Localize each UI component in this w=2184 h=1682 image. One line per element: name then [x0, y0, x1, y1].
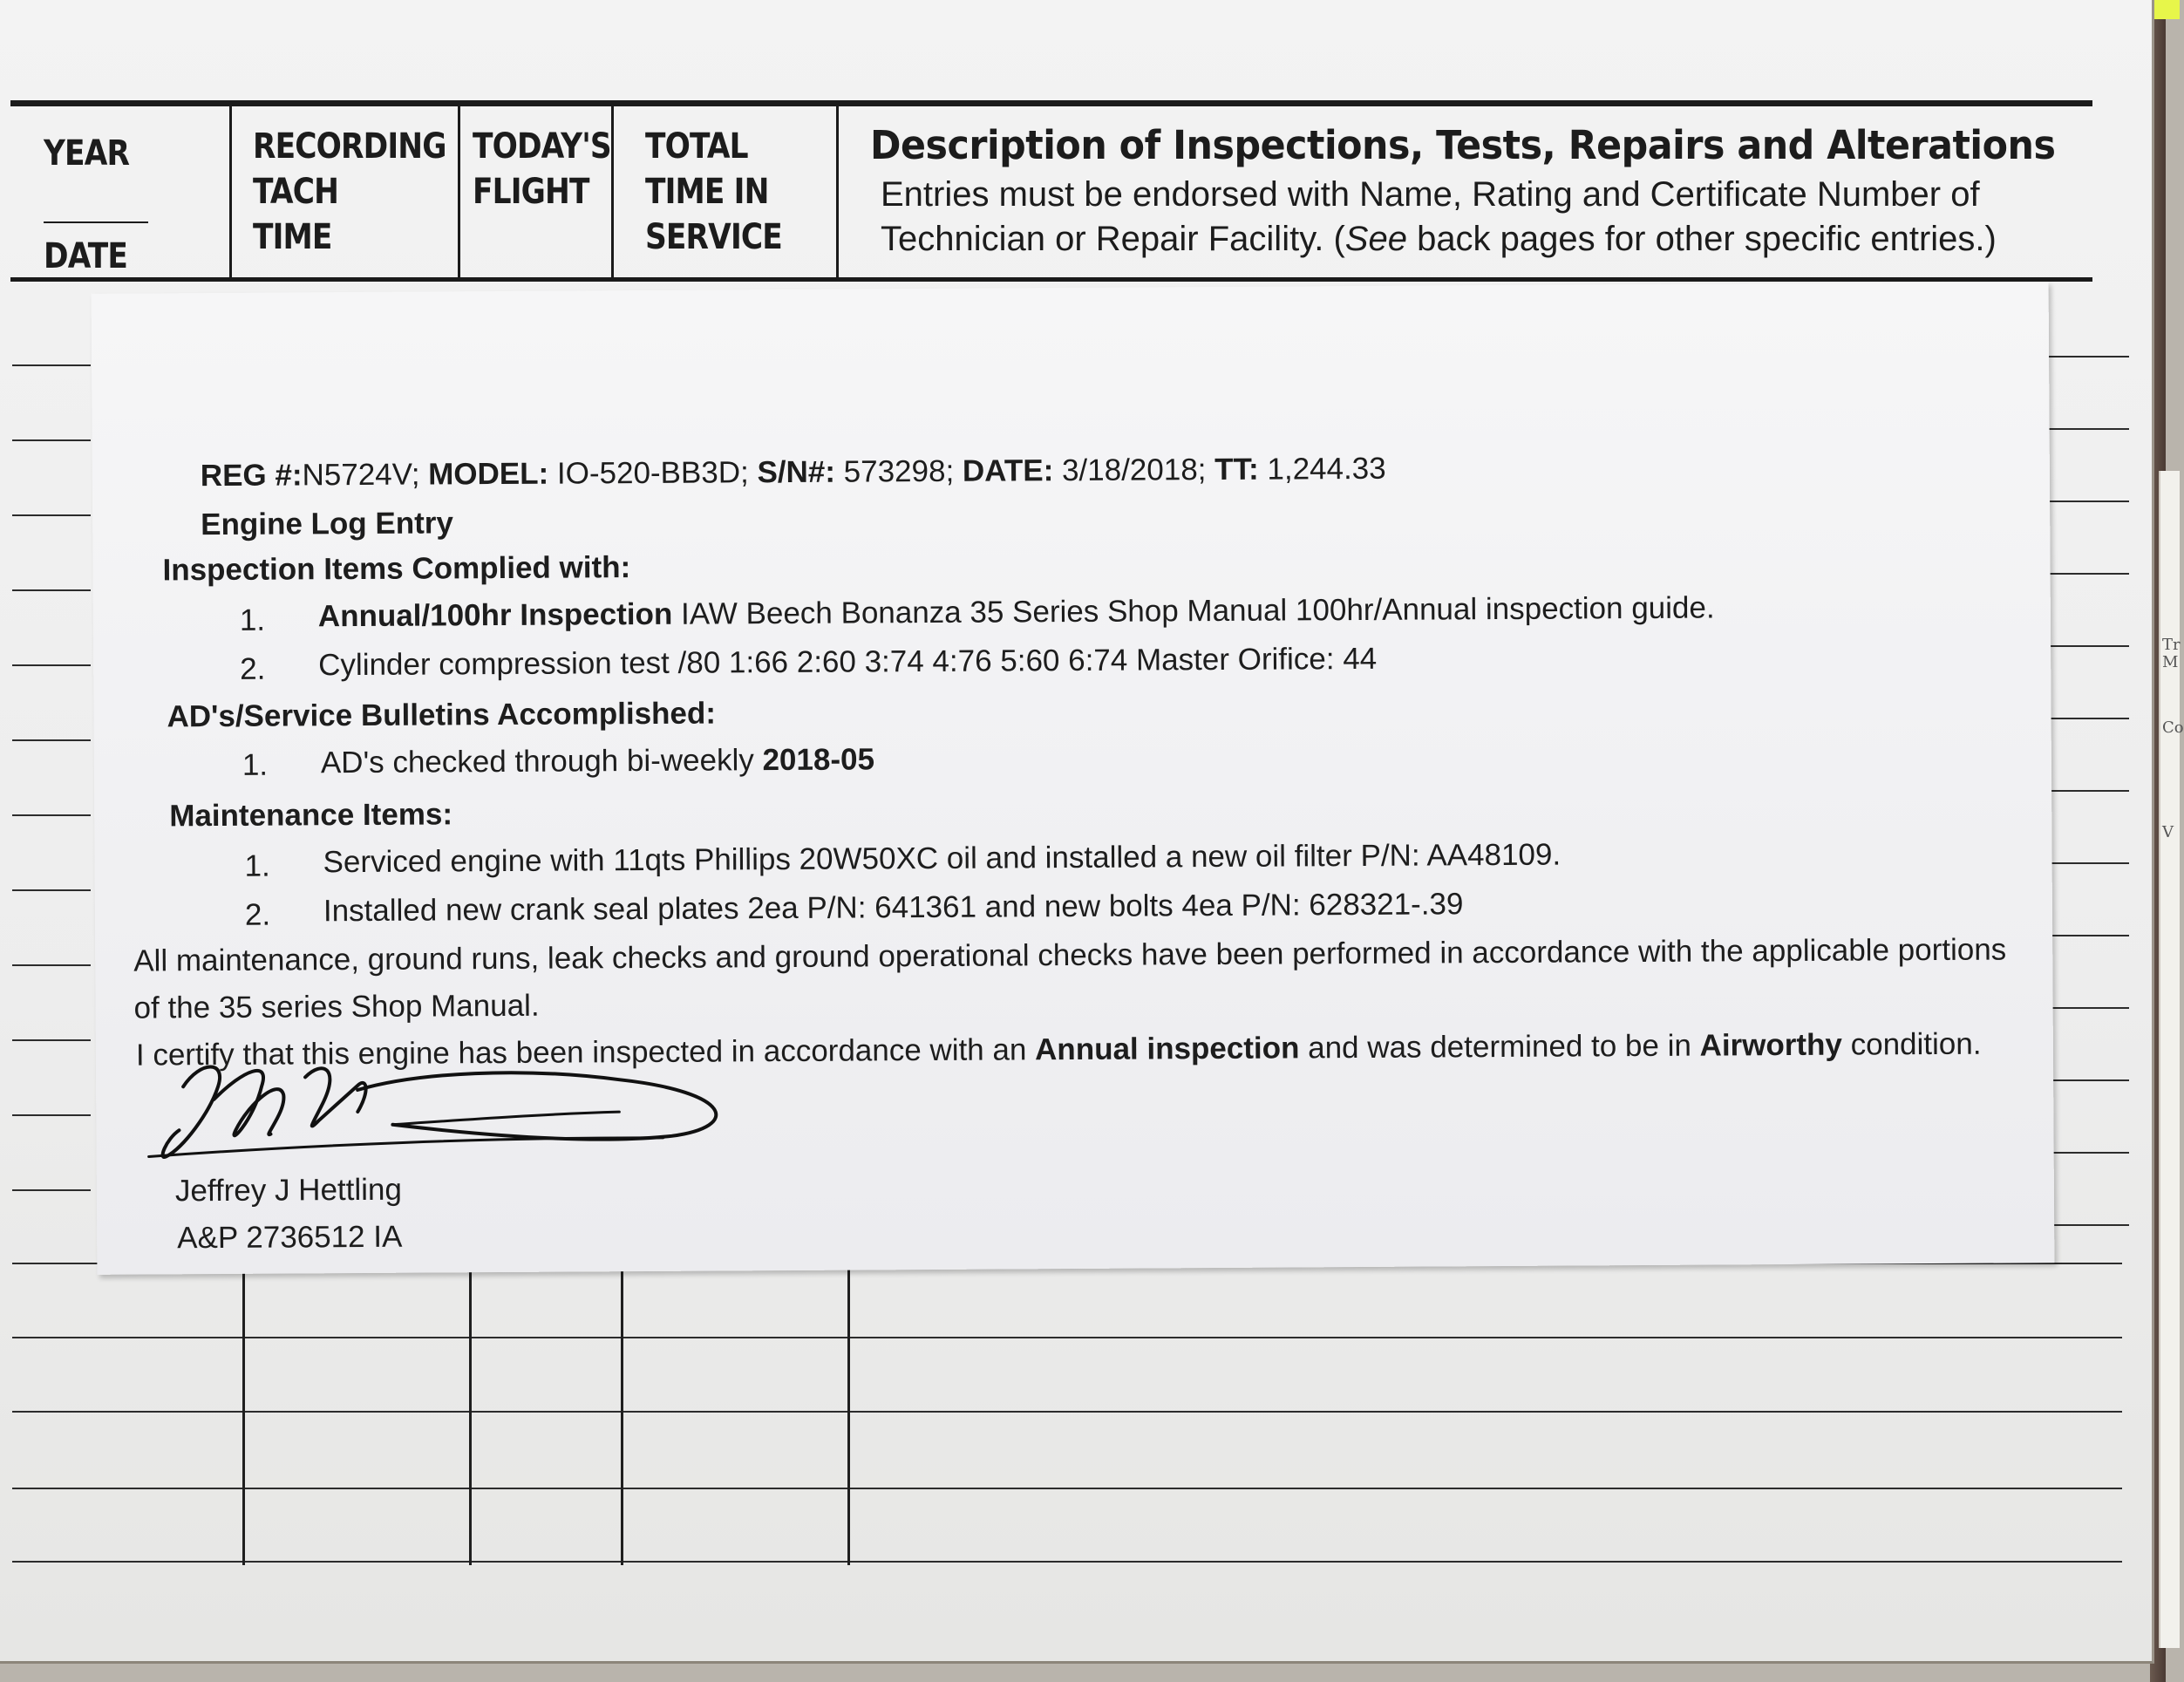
grid-divider [469, 1260, 472, 1565]
todays-flight-label: TODAY'S FLIGHT [473, 126, 611, 212]
total-time-in-service-column [614, 106, 839, 277]
ad-item-text: AD's checked through bi-weekly 2018-05 [320, 742, 875, 780]
inspection-item-text: Annual/100hr Inspection IAW Beech Bonanza 35 Series Shop Manual 100hr/Annual inspection guide. [317, 590, 1715, 634]
ruled-line [2038, 501, 2129, 502]
ruled-line [12, 739, 91, 741]
year-label: YEAR [44, 133, 130, 174]
ruled-line [2038, 428, 2129, 430]
edge-fragment: M [2162, 653, 2179, 671]
handwritten-signature [131, 1048, 794, 1175]
year-date-separator [44, 221, 148, 223]
ruled-line [2038, 790, 2129, 792]
maintenance-item-text: Serviced engine with 11qts Phillips 20W50XC oil and installed a new oil filter P/N: AA48109. [323, 837, 1561, 880]
underlying-page-edge [2159, 471, 2184, 1648]
ruled-line [12, 589, 91, 591]
ruled-line [12, 439, 91, 441]
grid-divider [621, 1260, 623, 1565]
ruled-line [12, 964, 91, 966]
recording-tach-time-column [232, 106, 460, 277]
ruled-line [12, 1411, 2122, 1413]
ruled-line [2038, 573, 2129, 575]
ad-item: 1. [242, 747, 269, 782]
log-entry-title: Engine Log Entry [201, 506, 454, 542]
maintenance-item: 2. [244, 897, 271, 932]
ruled-line [12, 1488, 2122, 1489]
grid-divider [847, 1260, 850, 1565]
maintenance-statement: All maintenance, ground runs, leak checks and ground operational checks have been performed in accordance with the applicable portions [133, 932, 2007, 978]
ruled-line [12, 1337, 2122, 1338]
maintenance-statement-cont: of the 35 series Shop Manual. [133, 988, 540, 1025]
ruled-line [12, 1189, 91, 1191]
ruled-line [2038, 645, 2129, 647]
inspection-item: 2. [240, 651, 266, 686]
edge-fragment: Tr [2162, 636, 2181, 654]
ruled-line [2038, 356, 2129, 358]
ruled-line [12, 889, 91, 891]
inspection-item: 1. [239, 603, 266, 637]
ruled-line [12, 664, 91, 666]
maintenance-item: 1. [244, 848, 270, 883]
inspection-item-text: Cylinder compression test /80 1:66 2:60 3:74 4:76 5:60 6:74 Master Orifice: 44 [318, 641, 1378, 683]
grid-divider [242, 1260, 245, 1565]
ruled-line [12, 364, 91, 366]
ruled-line [2038, 718, 2129, 719]
inspection-heading: Inspection Items Complied with: [162, 550, 631, 588]
engine-log-entry-slip [92, 282, 2055, 1275]
signer-name: Jeffrey J Hettling [174, 1172, 403, 1209]
todays-flight-column [460, 106, 614, 277]
certification-statement: I certify that this engine has been inspected in accordance with an Annual inspection and was determined to be in Airworthy condition. [135, 1026, 1982, 1073]
log-entry-text [92, 282, 2055, 1275]
aircraft-info-line: REG #:N5724V; MODEL: IO-520-BB3D; S/N#: 573298; DATE: 3/18/2018; TT: 1,244.33 [200, 451, 1386, 494]
maintenance-item-text: Installed new crank seal plates 2ea P/N: 641361 and new bolts 4ea P/N: 628321-.39 [323, 887, 1464, 929]
ad-heading: AD's/Service Bulletins Accomplished: [167, 696, 717, 734]
description-instructions: Entries must be endorsed with Name, Rating and Certificate Number of Technician or Repair Facility. (See back pages for other specific entries.) [881, 175, 1997, 258]
year-date-column [10, 106, 232, 277]
edge-fragment: V [2162, 823, 2174, 841]
ruled-line [12, 814, 91, 816]
ruled-line [12, 514, 91, 516]
description-title: Description of Inspections, Tests, Repairs and Alterations [870, 122, 2056, 168]
ruled-line [12, 1039, 91, 1041]
signer-certificate: A&P 2736512 IA [177, 1219, 403, 1256]
ruled-line [12, 1114, 91, 1116]
ruled-line [12, 1561, 2122, 1563]
recording-tach-time-label: RECORDING TACH TIME [253, 126, 446, 257]
edge-fragment: Co [2162, 718, 2184, 737]
maintenance-heading: Maintenance Items: [169, 797, 453, 834]
log-header [10, 100, 2092, 282]
date-label: DATE [44, 236, 128, 276]
total-time-in-service-label: TOTAL TIME IN SERVICE [645, 126, 782, 257]
